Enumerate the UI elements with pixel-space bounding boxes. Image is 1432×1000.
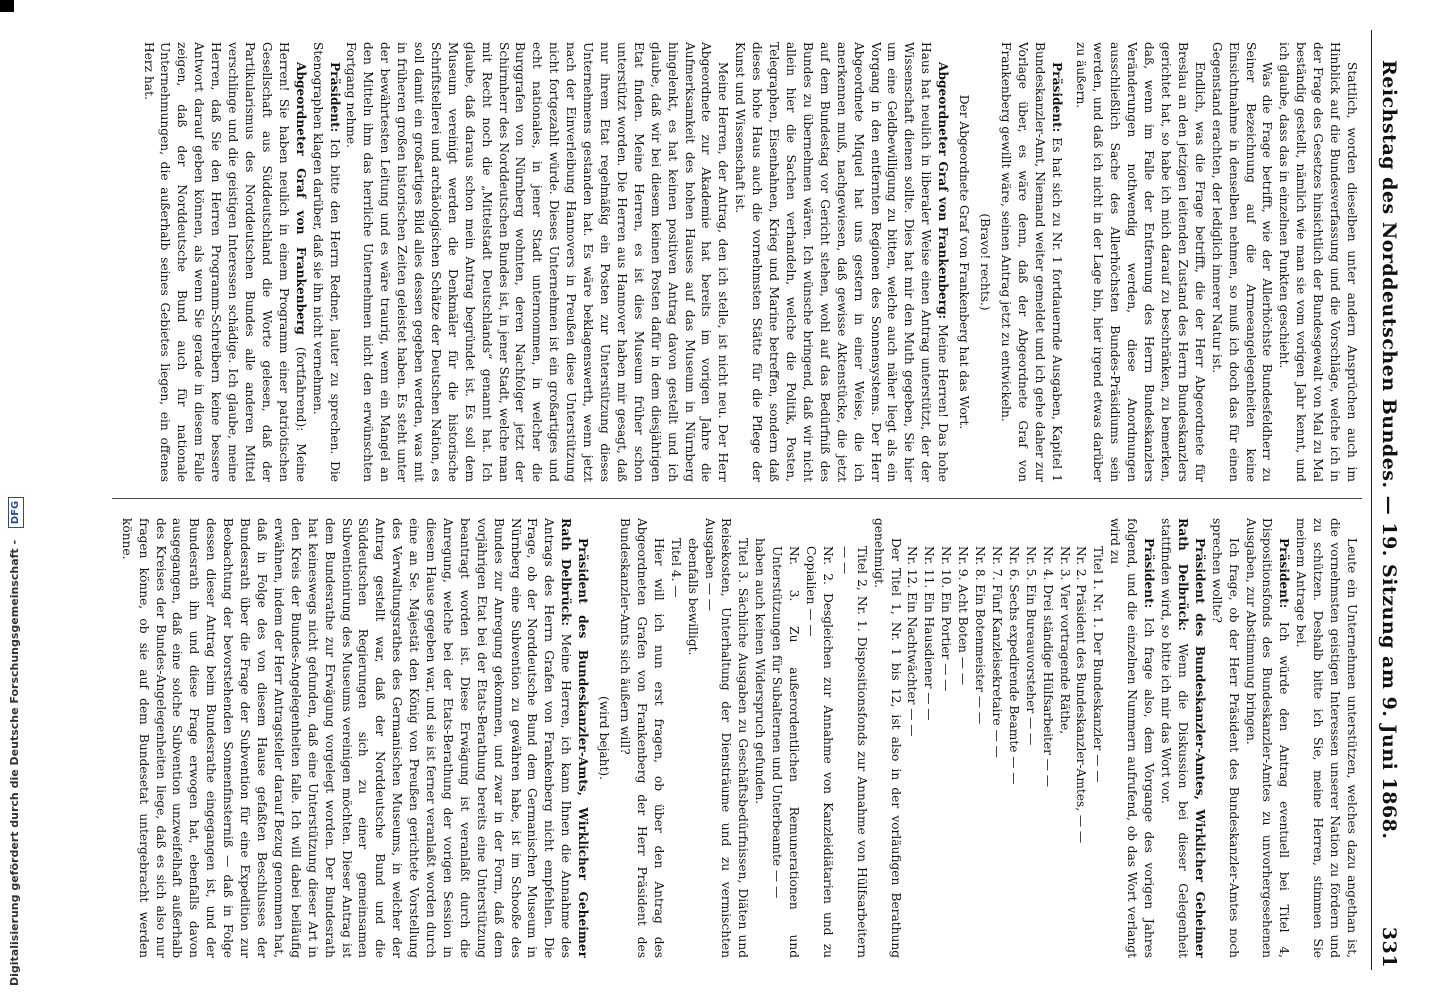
paragraph-text: Meine Herren, ich kann Ihnen die Annahme des Antrags des Herrn Grafen von Frankenberg nicht empfehlen. Die Frage, ob der Norddeutsche Bund dem Germanischen Museum in Nürnberg eine Subvention zu gewähren habe, ist im Schooße des Bundes zur Anregung gekommen, und zwar in der Form, daß dem vorjährigen Etat bei der Etats-Berathung bereits eine Unterstützung beantragt worden ist. Diese Erwägung ist veranlaßt durch die Anregung, welche bei der Etats-Berathung der vorigen Session in diesem Hause gegeben war, und sie ist ferner veranlaßt worden durch eine an Se. Majestät den König von Preußen gerichtete Vorstellung des Verwaltungsrathes des Germanischen Museums, in welcher der Antrag gestellt war, daß der Norddeutsche Bund und die Süddeutschen Regierungen sich zu einer gemeinsamen Subventionirung des Museums vereinigen möchten. Dieser Antrag ist dem Bundesrathe zur Erwägung vorgelegt worden. Der Bundesrath hat keineswegs nicht gefunden, daß eine Unterstützung dieser Art in den Kreis der Bundes-Angelegenheiten falle. Ich will dabei beiläufig erwähnen, indem der Herr Antragsteller darauf Bezug genommen hat, daß in Folge des von diesem Hause gefaßten Beschlusses der Bundesrath über die Frage der Subvention für eine Expedition zur Beobachtung der bevorstehenden Sonnenfinsterniß — daß in Folge dessen dieser Antrag beim Bundesrathe eingegangen ist, und der Bundesrath ihn und diese Frage erwogen hat, ebenfalls davon ausgegangen, daß eine solche Subvention unzweifelhaft außerhalb des Kreises der Bundes-Angelegenheiten liege, daß es sich also nur fragen könne, ob sie auf dem Bundesetat untergebracht werden könne. [120, 518, 574, 958]
running-head [1371, 30, 1406, 970]
paragraph-text: Ich frage also, dem Vorgange des vorigen Jahres folgend, und die einzelnen Nummern aufrufend, ob das Wort verlangt wird zu [1108, 518, 1157, 958]
budget-item-list [768, 518, 869, 958]
paragraph-text: Was die Frage betrifft, wie der Allerhöchste Bundesfeldherr zu Seiner Bezeichnung auf die Armeeangelegenheiten keine Einsichtnahme in denselben nehmen, so muß ich doch das für einen Gegenstand erachten, der lediglich innerer Natur ist. [1209, 42, 1275, 482]
dfg-logo: DFG [8, 497, 24, 528]
budget-item: Nr. 7. Fünf Kanzleisekretaire — — [989, 546, 1004, 758]
paragraph-text: Hier will ich nun erst fragen, ob über den Antrag des Abgeordneten Grafen von Frankenberg der Herr Präsident des Bundeskanzler-Amts sich äußern will? [618, 518, 666, 958]
paragraph-text: ebenfalls bewilligt. [685, 538, 700, 656]
digitization-footer [4, 0, 26, 1000]
running-head-title: Reichstag des Norddeutschen Bundes. — 19. Sitzung am 9. Juni 1868. [1378, 60, 1400, 840]
paragraph [1208, 518, 1242, 958]
centered-note: (Bravo! rechts.) [977, 213, 992, 311]
paragraph [309, 42, 343, 482]
paragraph-text: Stattlich, worden dieselben unter andern Ansprüchen auch im Hinblick auf die Bundesverfassung und die Vorschläge, welche ich in der Frage des Gesetzes hinsichtlich der Bundesgewalt von Mal zu Mal beständig gestellt, nämlich wie man sie vom vorigen Jahr kennt, und ich glaube, dass das in einzelnen Punkten geschieht. [1277, 42, 1359, 482]
speaker-name: Präsident: [1142, 538, 1157, 609]
paragraph [1106, 518, 1157, 958]
budget-item: Nr. 2. Desgleichen zur Annahme von Kanzleidiätarien und zu Copialien — — [804, 546, 835, 958]
document-page [76, 30, 1406, 970]
right-text-column [120, 518, 1360, 958]
column-divider [112, 498, 1362, 499]
paragraph-gap [1065, 42, 1073, 482]
paragraph-text: haben auch keinen Widerspruch gefunden. [753, 538, 768, 805]
budget-item: Nr. 3. Vier vortragende Räthe, [1057, 546, 1072, 735]
speaker-name: Präsident des Bundeskanzler-Amtes, Wirklicher Geheimer Rath Delbrück: [1175, 518, 1207, 958]
paragraph [1157, 518, 1208, 958]
paragraph-text: Titel 3. Sächliche Ausgaben zu Geschäftsbedürfnissen, Diäten und Reisekosten, Unterhaltung der Diensträume und zu vermischten Ausgaben — — [702, 518, 751, 958]
paragraph [997, 42, 1065, 482]
paragraph [1242, 518, 1293, 958]
paragraph-text: Leute ein Unternehmen unterstützen, welches dazu angethan ist, die vornehmsten geistigen Interessen unserer Nation zu fördern und zu schützen. Deshalb bitte ich Sie, meine Herren, stimmen Sie meinem Antrage bei. [1294, 518, 1359, 958]
paragraph [731, 42, 951, 482]
paragraph-text: Der Titel 1, Nr. 1 bis 12, ist also in der vorläufigen Berathung genehmigt. [871, 518, 903, 958]
paragraph [1208, 42, 1276, 482]
budget-item: Nr. 12. Ein Nachtwächter — — [905, 546, 920, 737]
paragraph-text: Ich würde den Antrag eventuell bei Titel 4, Dispositionsfonds des Bundeskanzler-Amtes zu unvorhergesehenen Ausgaben, zur Abstimmung bringen. [1243, 518, 1292, 958]
budget-item: Nr. 4. Drei ständige Hülfsarbeiter — — [1040, 546, 1055, 788]
paragraph [1292, 518, 1360, 958]
budget-item-list [904, 518, 1107, 958]
paragraph [667, 518, 684, 958]
centered-note: Der Abgeordnete Graf von Frankenberg hat das Wort. [957, 94, 972, 430]
budget-item: Nr. 6. Sechs expedirende Beamte — — [1006, 546, 1021, 785]
paragraph [616, 518, 667, 958]
paragraph-text: Meine Herren, der Antrag, den ich stelle, ist nicht neu. Der Herr Abgeordnete zur Akademie hat bereits im vorigen Jahre die Aufmerksamkeit des hohen Hauses auf das Museum in Nürnberg hingelenkt, es hat keinen positiven Antrag davon gestellt und ich glaube, daß wir bei diesem keinen Posten dafür in dem diesjährigen Etat finden. Meine Herren, es ist dies Museum früher schon unterstützt worden. Die Herren aus Hannover haben mir gesagt, daß nur ihrem Etat regelmäßig ein Posten zur Unterstützung dieses Unternehmens gestanden hat. Es wäre beklagenswerth, wenn jetzt nach der Einverleibung Hannovers in Preußen diese Unterstützung nicht fortgezahlt würde. Dieses Unternehmen ist ein großartiges und echt nationales, in jener Stadt unternommen, in welcher die Burggrafen von Nürnberg wohnten, deren Nachfolger jetzt der Schirmherr des Norddeutschen Bundes ist, in jener Stadt, welche man mit Recht noch die „Mittelstadt Deutschlands“ genannt hat. Ich glaube, daß daraus schon mein Antrag begründet ist. Es soll dem Museum vereinigt werden die Denkmäler für die historische Schriftstellerei und archäologischen Schätze der Deutschen Nation, es soll damit ein großartiges Bild alles dessen gegeben werden, was mit in früheren großen historischen Zeiten geleistet haben. Es steht unter der bewährtesten Leitung und es wäre traurig, wenn ein Mangel an den Mitteln ihm das herrliche Unternehmen nicht den erwünschten Fortgang nehme. [344, 42, 731, 482]
paragraph [684, 518, 701, 958]
speaker-name: Präsident: [327, 62, 342, 133]
speaker-name: Abgeordneter Graf von Frankenberg [293, 62, 308, 335]
budget-item: Nr. 11. Ein Hausdiener — — [922, 546, 937, 721]
budget-item: Nr. 2. Präsident des Bundeskanzler-Amtes, — — [1074, 546, 1089, 844]
budget-item: Titel 1. Nr. 1. Der Bundeskanzler — — [1091, 546, 1106, 783]
paragraph-text: (fortfahrend): Meine Herren! Sie haben neulich in einem Programm einer patriotischen Gesellschaft aus Süddeutschland die Worte gelesen, daß der Partikularismus des Norddeutschen Bundes alle anderen Mittel verschlinge und die geistigen Interessen schädige. Ich glaube, meine Herren, daß Sie den Herren Programm-Schreibern keine bessere Antwort darauf geben können, als wenn Sie gerade in diesem Falle zeigen, daß der Norddeutsche Bund auch für nationale Unternehmungen, die außerhalb seines Gebietes liegen, ein offenes Herz hat. [141, 42, 308, 482]
centered-note: (wird bejaht). [597, 695, 612, 781]
paragraph [1275, 42, 1360, 482]
left-text-column [120, 42, 1360, 482]
paragraph [870, 518, 904, 958]
paragraph-text: Endlich, was die Frage betrifft, die der Herr Abgeordnete für Breslau an den jetzigen leitenden Zustand des Herrn Bundeskanzlers gerichtet hat, so habe ich mich darauf zu beschränken, zu bemerken, daß, wenn im Falle der Entfernung des Herrn Bundeskanzlers Veränderungen nothwendig werden, diese Anordnungen ausschließlich Sache des Allerhöchsten Bundes-Präsidiums sein werden, und daß ich nicht in der Lage bin, hier irgend etwas darüber zu äußern. [1074, 42, 1207, 482]
speaker-name: Präsident: [1049, 62, 1064, 133]
paragraph [701, 518, 752, 958]
page-number: 331 [1378, 926, 1400, 968]
speaker-name: Präsident des Bundeskanzler-Amts, Wirklicher Geheimer Rath Delbrück: [559, 518, 591, 958]
paragraph-text: Titel 4. — [668, 538, 683, 598]
budget-item: Nr. 10. Ein Portier — — [939, 546, 954, 692]
paragraph [1073, 42, 1208, 482]
paragraph [120, 518, 591, 958]
paragraph-text: Ich bitte den Herrn Redner, lauter zu sprechen. Die Stenographen klagen darüber, daß sie ihn nicht vernehmen. [310, 42, 342, 482]
speaker-name: Abgeordneter Graf von Frankenberg: [936, 62, 951, 320]
budget-item: Nr. 9. Acht Boten — — [956, 546, 971, 686]
paragraph [751, 518, 768, 958]
budget-item: Titel 2, Nr. 1. Dispositionsfonds zur Annahme von Hülfsarbeitern — — [837, 546, 869, 958]
budget-item: Nr. 5. Ein Bureauvorsteher — — [1023, 546, 1038, 746]
paragraph-text: Es hat sich zu Nr. 1 fortdauernde Ausgaben, Kapitel 1 Bundeskanzler-Amt, Niemand weiter gemeldet und ich gehe daher zur Vorlage über, es wäre denn, daß der Abgeordnete Graf von Frankenberg gewillt wäre, seinen Antrag jetzt zu entwickeln. [998, 42, 1064, 482]
paragraph-text: Wenn die Diskussion bei dieser Gelegenheit stattfinden wird, so bitte ich mir das Wort vor. [1159, 518, 1190, 958]
paragraph-text: Meine Herren! Das hohe Haus hat neulich in liberaler Weise einen Antrag unterstützt, der der Wissenschaft dienen sollte. Dies hat mir den Muth gegeben, Sie hier um eine Geldbewilligung zu bitten, welche auch näher liegt als ein Vorgang in den entfernten Regionen des Sonnensystems. Der Herr Abgeordnete Miquel hat uns gestern in einer Weise, die ich anerkennen muß, nachgewiesen, daß gewisse Aktenstücke, die jetzt auf dem Bundestag vor Gericht stehen, wohl auf das Bedürfniß des Bundes zu übernehmen wären. Ich wünsche bringend, daß wir nicht allein hier die Sachen verhandeln, welche die Politik, Posten, Telegraphen, Eisenbahnen, Krieg und Marine betreffen, sondern daß dieses hohe Haus auch die vornehmsten Stätte für die Pflege der Kunst und Wissenschaft ist. [733, 42, 951, 482]
speaker-name: Präsident: [1277, 538, 1292, 609]
footer-text: Digitalisierung gefördert durch die Deutsche Forschungsgemeinschaft - [8, 539, 21, 986]
paragraph [140, 42, 309, 482]
budget-item: Nr. 3. Zu außerordentlichen Remunerationen und Unterstützungen für Subalternen und Unterbeamte — — [770, 546, 802, 958]
paragraph-text: Ich frage, ob der Herr Präsident des Bundeskanzler-Amtes noch sprechen wollte? [1209, 518, 1241, 958]
paragraph [343, 42, 732, 482]
budget-item: Nr. 8. Ein Botenmeister — — [973, 546, 988, 725]
